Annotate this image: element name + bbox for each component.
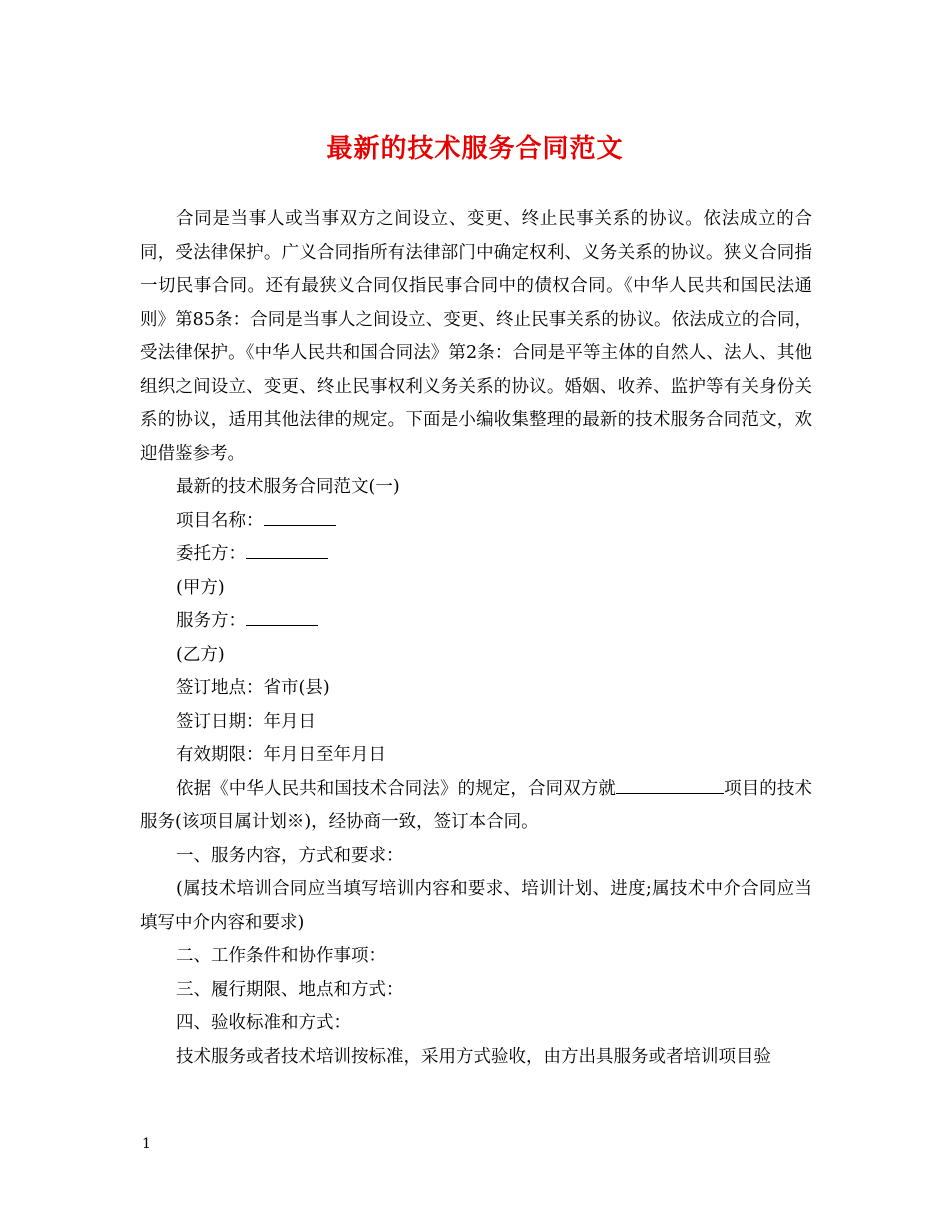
clause-1-heading: 一、服务内容，方式和要求： — [176, 845, 404, 866]
intro-paragraph: 合同是当事人或当事双方之间设立、变更、终止民事关系的协议。依法成立的合同，受法律保护。广义合同指所有法律部门中确定权利、义务关系的协议。狭义合同指一切民事合同。还有最狭义合同仅指民事合同中的债权合同。《中华人民共和国民法通则》第85条：合同是当事人之间设立、变更、终止民事关系的协议。依法成立的合同，受法律保护。《中华人民共和国合同法》第2条：合同是平等主体的自然人、法人、其他组织之间设立、变更、终止民事权利义务关系的协议。婚姻、收养、监护等有关身份关系的协议，适用其他法律的规定。下面是小编收集整理的最新的技术服务合同范文，欢迎借鉴参考。 — [140, 209, 812, 464]
provider-label: 服务方： — [176, 611, 246, 631]
project-name-line — [140, 505, 812, 539]
basis-project-blank — [616, 773, 724, 794]
validity-line: 有效期限：年月日至年月日 — [176, 745, 386, 765]
provider-line — [140, 605, 812, 639]
provider-blank — [246, 605, 318, 626]
basis-prefix: 依据《中华人民共和国技术合同法》的规定，合同双方就 — [176, 778, 616, 799]
clause-3-heading: 三、履行期限、地点和方式： — [176, 979, 404, 1000]
basis-suffix: 项目的技术服务(该项目属计划※)，经协商一致，签订本合同。 — [140, 778, 812, 832]
clause-4-text: 技术服务或者技术培训按标准，采用方式验收，由方出具服务或者培训项目验 — [176, 1046, 771, 1067]
clause-2-heading: 二、工作条件和协作事项： — [176, 946, 386, 966]
clause-1-note: (属技术培训合同应当填写培训内容和要求、培训计划、进度;属技术中介合同应当填写中介内容和要求) — [140, 879, 812, 933]
sign-date-line: 签订日期：年月日 — [176, 711, 316, 732]
sign-place-line: 签订地点：省市(县) — [176, 678, 330, 698]
project-name-label: 项目名称： — [176, 510, 264, 531]
party-b-line: (乙方) — [176, 644, 225, 665]
party-a-line: (甲方) — [176, 577, 225, 598]
page-number: 1 — [142, 1136, 151, 1152]
client-blank — [246, 538, 328, 559]
section-heading: 最新的技术服务合同范文(一) — [176, 477, 400, 497]
client-line — [140, 538, 812, 572]
document-title: 最新的技术服务合同范文 — [326, 134, 624, 164]
clause-4-heading: 四、验收标准和方式： — [176, 1013, 351, 1033]
client-label: 委托方： — [176, 544, 246, 564]
project-name-blank — [264, 505, 336, 526]
basis-paragraph — [140, 773, 812, 840]
document-body — [140, 203, 812, 1074]
